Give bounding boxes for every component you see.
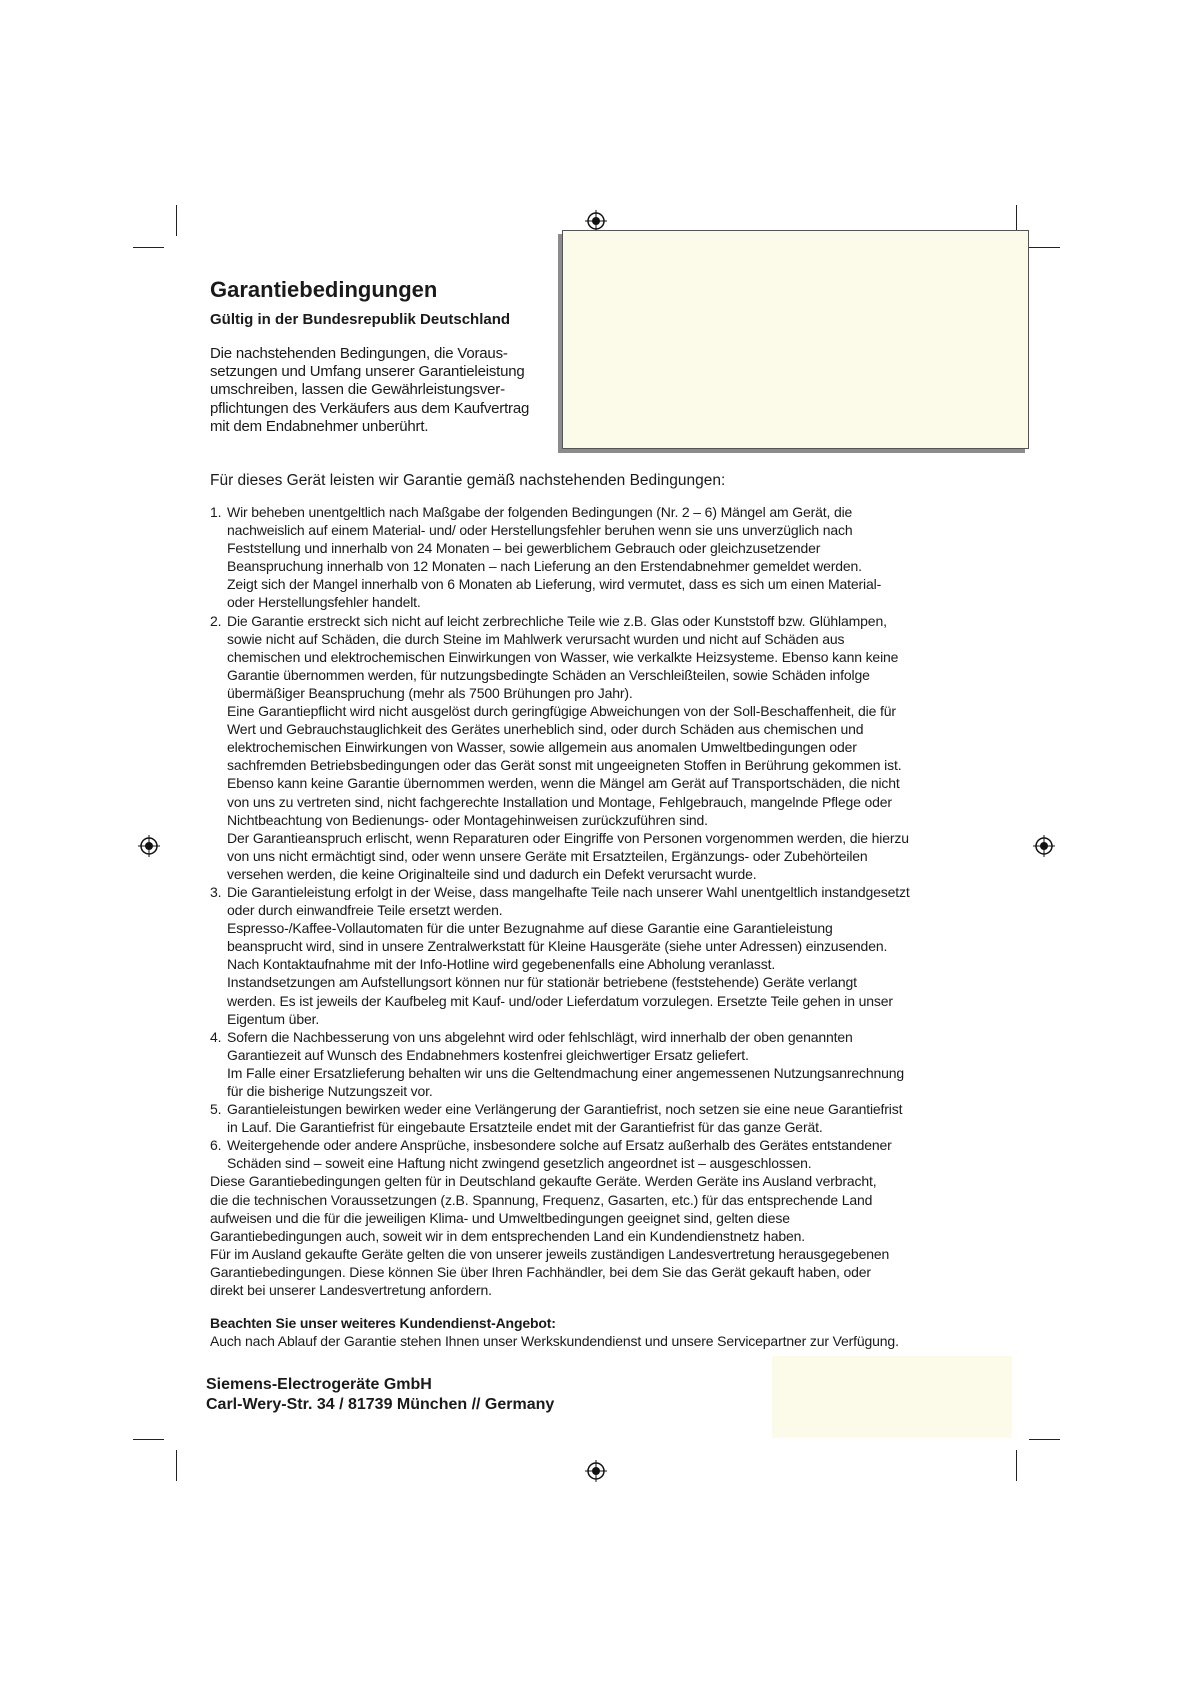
condition-line: Garantiezeit auf Wunsch des Endabnehmers kostenfrei gleichwertiger Ersatz geliefert. xyxy=(227,1046,749,1063)
condition-number: 3. xyxy=(210,883,222,900)
lead-sentence: Für dieses Gerät leisten wir Garantie gemäß nachstehenden Bedingungen: xyxy=(210,472,726,489)
condition-line: Im Falle einer Ersatzlieferung behalten wir uns die Geltendmachung einer angemessenen Nutzungsanrechnung xyxy=(227,1064,905,1081)
condition-line: Instandsetzungen am Aufstellungsort können nur für stationär betriebene (feststehende) Geräte verlangt xyxy=(227,974,857,991)
crop-mark-icon xyxy=(133,247,164,248)
condition-line: chemischen und elektrochemischen Einwirkungen von Wasser, wie verkalkte Heizsysteme. Ebenso kann keine xyxy=(227,648,899,665)
condition-line: Nichtbeachtung von Bedienungs- oder Montagehinweisen zurückzuführen sind. xyxy=(227,811,708,828)
closing-line: Für im Ausland gekaufte Geräte gelten die von unserer jeweils zuständigen Landesvertretung herausgegebenen xyxy=(210,1245,890,1262)
closing-paragraph xyxy=(210,1172,990,1299)
crop-mark-icon xyxy=(176,205,177,236)
condition-number: 6. xyxy=(210,1137,222,1154)
service-notice xyxy=(210,1314,1010,1350)
condition-line: Beanspruchung innerhalb von 12 Monaten – nach Lieferung an den Erstendabnehmer gemeldet werden. xyxy=(227,558,862,575)
condition-item xyxy=(210,883,990,1028)
intro-line: pflichtungen des Verkäufers aus dem Kaufvertrag xyxy=(210,399,530,417)
condition-number: 2. xyxy=(210,612,222,629)
condition-line: Sofern die Nachbesserung von uns abgelehnt wird oder fehlschlägt, wird innerhalb der oben genannten xyxy=(227,1028,853,1045)
condition-line: oder durch einwandfreie Teile ersetzt werden. xyxy=(227,902,503,919)
condition-line: Die Garantieleistung erfolgt in der Weise, dass mangelhafte Teile nach unserer Wahl unentgeltlich instandgesetzt xyxy=(227,883,910,900)
condition-line: für die bisherige Nutzungszeit vor. xyxy=(227,1083,433,1099)
registration-mark-icon xyxy=(1033,835,1055,857)
intro-paragraph xyxy=(210,345,555,436)
condition-line: oder Herstellungsfehler handelt. xyxy=(227,594,421,611)
closing-line: Diese Garantiebedingungen gelten für in Deutschland gekaufte Geräte. Werden Geräte ins Ausland verbracht, xyxy=(210,1173,877,1190)
condition-line: Schäden sind – soweit eine Haftung nicht zwingend gesetzlich angeordnet ist – ausgeschlossen. xyxy=(227,1155,812,1172)
condition-line: Ebenso kann keine Garantie übernommen werden, wenn die Mängel am Gerät auf Transportschäden, die nicht xyxy=(227,775,900,792)
condition-item xyxy=(210,503,990,612)
condition-line: Garantieleistungen bewirken weder eine Verlängerung der Garantiefrist, noch setzen sie eine neue Garantiefrist xyxy=(227,1101,903,1118)
condition-line: Garantie übernommen werden, für nutzungsbedingte Schäden an Verschleißteilen, sowie Schäden infolge xyxy=(227,666,870,683)
condition-line: elektrochemischen Einwirkungen von Wasser, sowie allgemein aus anomalen Umweltbedingungen oder xyxy=(227,739,857,756)
conditions-body xyxy=(210,503,990,1299)
condition-line: in Lauf. Die Garantiefrist für eingebaute Ersatzteile endet mit der Garantiefrist für das ganze Gerät. xyxy=(227,1119,823,1136)
condition-item xyxy=(210,1028,990,1100)
company-street: Carl-Wery-Str. 34 / 81739 München // Germany xyxy=(206,1396,555,1413)
condition-line: von uns nicht ermächtigt sind, oder wenn unsere Geräte mit Ersatzteilen, Ergänzungs- oder Zubehörteilen xyxy=(227,847,868,864)
closing-line: Garantiebedingungen auch, soweit wir in dem entsprechenden Land ein Kundendienstnetz haben. xyxy=(210,1227,806,1244)
intro-line: setzungen und Umfang unserer Garantieleistung xyxy=(210,363,525,381)
closing-line: aufweisen und die für die jeweiligen Klima- und Umweltbedingungen geeignet sind, gelten diese xyxy=(210,1209,790,1226)
condition-number: 5. xyxy=(210,1101,222,1118)
registration-mark-icon xyxy=(138,835,160,857)
condition-number: 4. xyxy=(210,1028,222,1045)
intro-line: Die nachstehenden Bedingungen, die Voraus- xyxy=(210,345,508,362)
condition-item xyxy=(210,612,990,883)
stamp-placeholder-box xyxy=(772,1356,1012,1438)
condition-item xyxy=(210,1136,990,1172)
condition-line: Wir beheben unentgeltlich nach Maßgabe der folgenden Bedingungen (Nr. 2 – 6) Mängel am Gerät, die xyxy=(227,504,853,520)
condition-line: werden. Es ist jeweils der Kaufbeleg mit Kauf- und/oder Lieferdatum vorzulegen. Ersetzte Teile gehen in unser xyxy=(227,992,893,1009)
intro-line: umschreiben, lassen die Gewährleistungsver- xyxy=(210,381,505,399)
intro-line: mit dem Endabnehmer unberührt. xyxy=(210,417,429,435)
sticker-placeholder-box xyxy=(562,230,1029,449)
condition-line: Eine Garantiepflicht wird nicht ausgelöst durch geringfügige Abweichungen von der Soll-Beschaffenheit, die für xyxy=(227,703,896,720)
crop-mark-icon xyxy=(176,1450,177,1481)
notice-text: Auch nach Ablauf der Garantie stehen Ihnen unser Werkskundendienst und unsere Servicepartner zur Verfügung. xyxy=(210,1333,899,1350)
condition-line: Weitergehende oder andere Ansprüche, insbesondere solche auf Ersatz außerhalb des Gerätes entstandener xyxy=(227,1137,892,1154)
condition-line: Wert und Gebrauchstauglichkeit des Gerätes unerheblich sind, oder durch Schäden aus chemischen und xyxy=(227,721,864,738)
condition-number: 1. xyxy=(210,504,222,520)
condition-line: von uns zu vertreten sind, nicht fachgerechte Installation und Montage, Fehlgebrauch, mangelnde Pflege oder xyxy=(227,793,892,810)
condition-line: nachweislich auf einem Material- und/ oder Herstellungsfehler beruhen wenn sie uns unverzüglich nach xyxy=(227,522,853,539)
condition-line: versehen werden, die keine Originalteile sind und dadurch ein Defekt verursacht wurde. xyxy=(227,865,757,882)
closing-line: Garantiebedingungen. Diese können Sie über Ihren Fachhändler, bei dem Sie das Gerät gekauft haben, oder xyxy=(210,1263,871,1280)
condition-line: Espresso-/Kaffee-Vollautomaten für die unter Bezugnahme auf diese Garantie eine Garantieleistung xyxy=(227,920,833,937)
crop-mark-icon xyxy=(1016,1450,1017,1481)
condition-line: sachfremden Betriebsbedingungen oder das Gerät sonst mit ungeeigneten Stoffen in Berührung gekommen ist. xyxy=(227,757,902,774)
company-name: Siemens-Electrogeräte GmbH xyxy=(206,1376,432,1393)
condition-line: beansprucht wird, sind in unsere Zentralwerkstatt für Kleine Hausgeräte (siehe unter Adressen) einzusenden. xyxy=(227,938,888,955)
closing-line: direkt bei unserer Landesvertretung anfordern. xyxy=(210,1282,492,1299)
closing-line: die die technischen Voraussetzungen (z.B. Spannung, Frequenz, Gasarten, etc.) für das entsprechende Land xyxy=(210,1191,873,1208)
company-address xyxy=(206,1375,554,1415)
condition-line: Die Garantie erstreckt sich nicht auf leicht zerbrechliche Teile wie z.B. Glas oder Kunststoff bzw. Glühlampen, xyxy=(227,612,887,629)
condition-item xyxy=(210,1100,990,1136)
condition-line: Der Garantieanspruch erlischt, wenn Reparaturen oder Eingriffe von Personen vorgenommen werden, die hierzu xyxy=(227,829,909,846)
condition-line: übermäßiger Beanspruchung (mehr als 7500 Brühungen pro Jahr). xyxy=(227,684,633,701)
condition-line: Zeigt sich der Mangel innerhalb von 6 Monaten ab Lieferung, wird vermutet, dass es sich um einen Material- xyxy=(227,576,882,593)
page-subtitle: Gültig in der Bundesrepublik Deutschland xyxy=(210,311,511,328)
condition-line: Eigentum über. xyxy=(227,1010,320,1027)
condition-line: Nach Kontaktaufnahme mit der Info-Hotline wird gegebenenfalls eine Abholung veranlasst. xyxy=(227,956,776,973)
notice-title: Beachten Sie unser weiteres Kundendienst-Angebot: xyxy=(210,1315,556,1331)
crop-mark-icon xyxy=(133,1439,164,1440)
crop-mark-icon xyxy=(1029,1439,1060,1440)
page-title: Garantiebedingungen xyxy=(210,277,438,302)
condition-line: Feststellung und innerhalb von 24 Monaten – bei gewerblichem Gebrauch oder gleichzusetzender xyxy=(227,540,821,557)
condition-line: sowie nicht auf Schäden, die durch Steine im Mahlwerk verursacht wurden und nicht auf Schäden aus xyxy=(227,630,845,647)
crop-mark-icon xyxy=(1029,247,1060,248)
registration-mark-icon xyxy=(585,1460,607,1482)
conditions-list xyxy=(210,503,990,1172)
registration-mark-icon xyxy=(585,210,607,232)
